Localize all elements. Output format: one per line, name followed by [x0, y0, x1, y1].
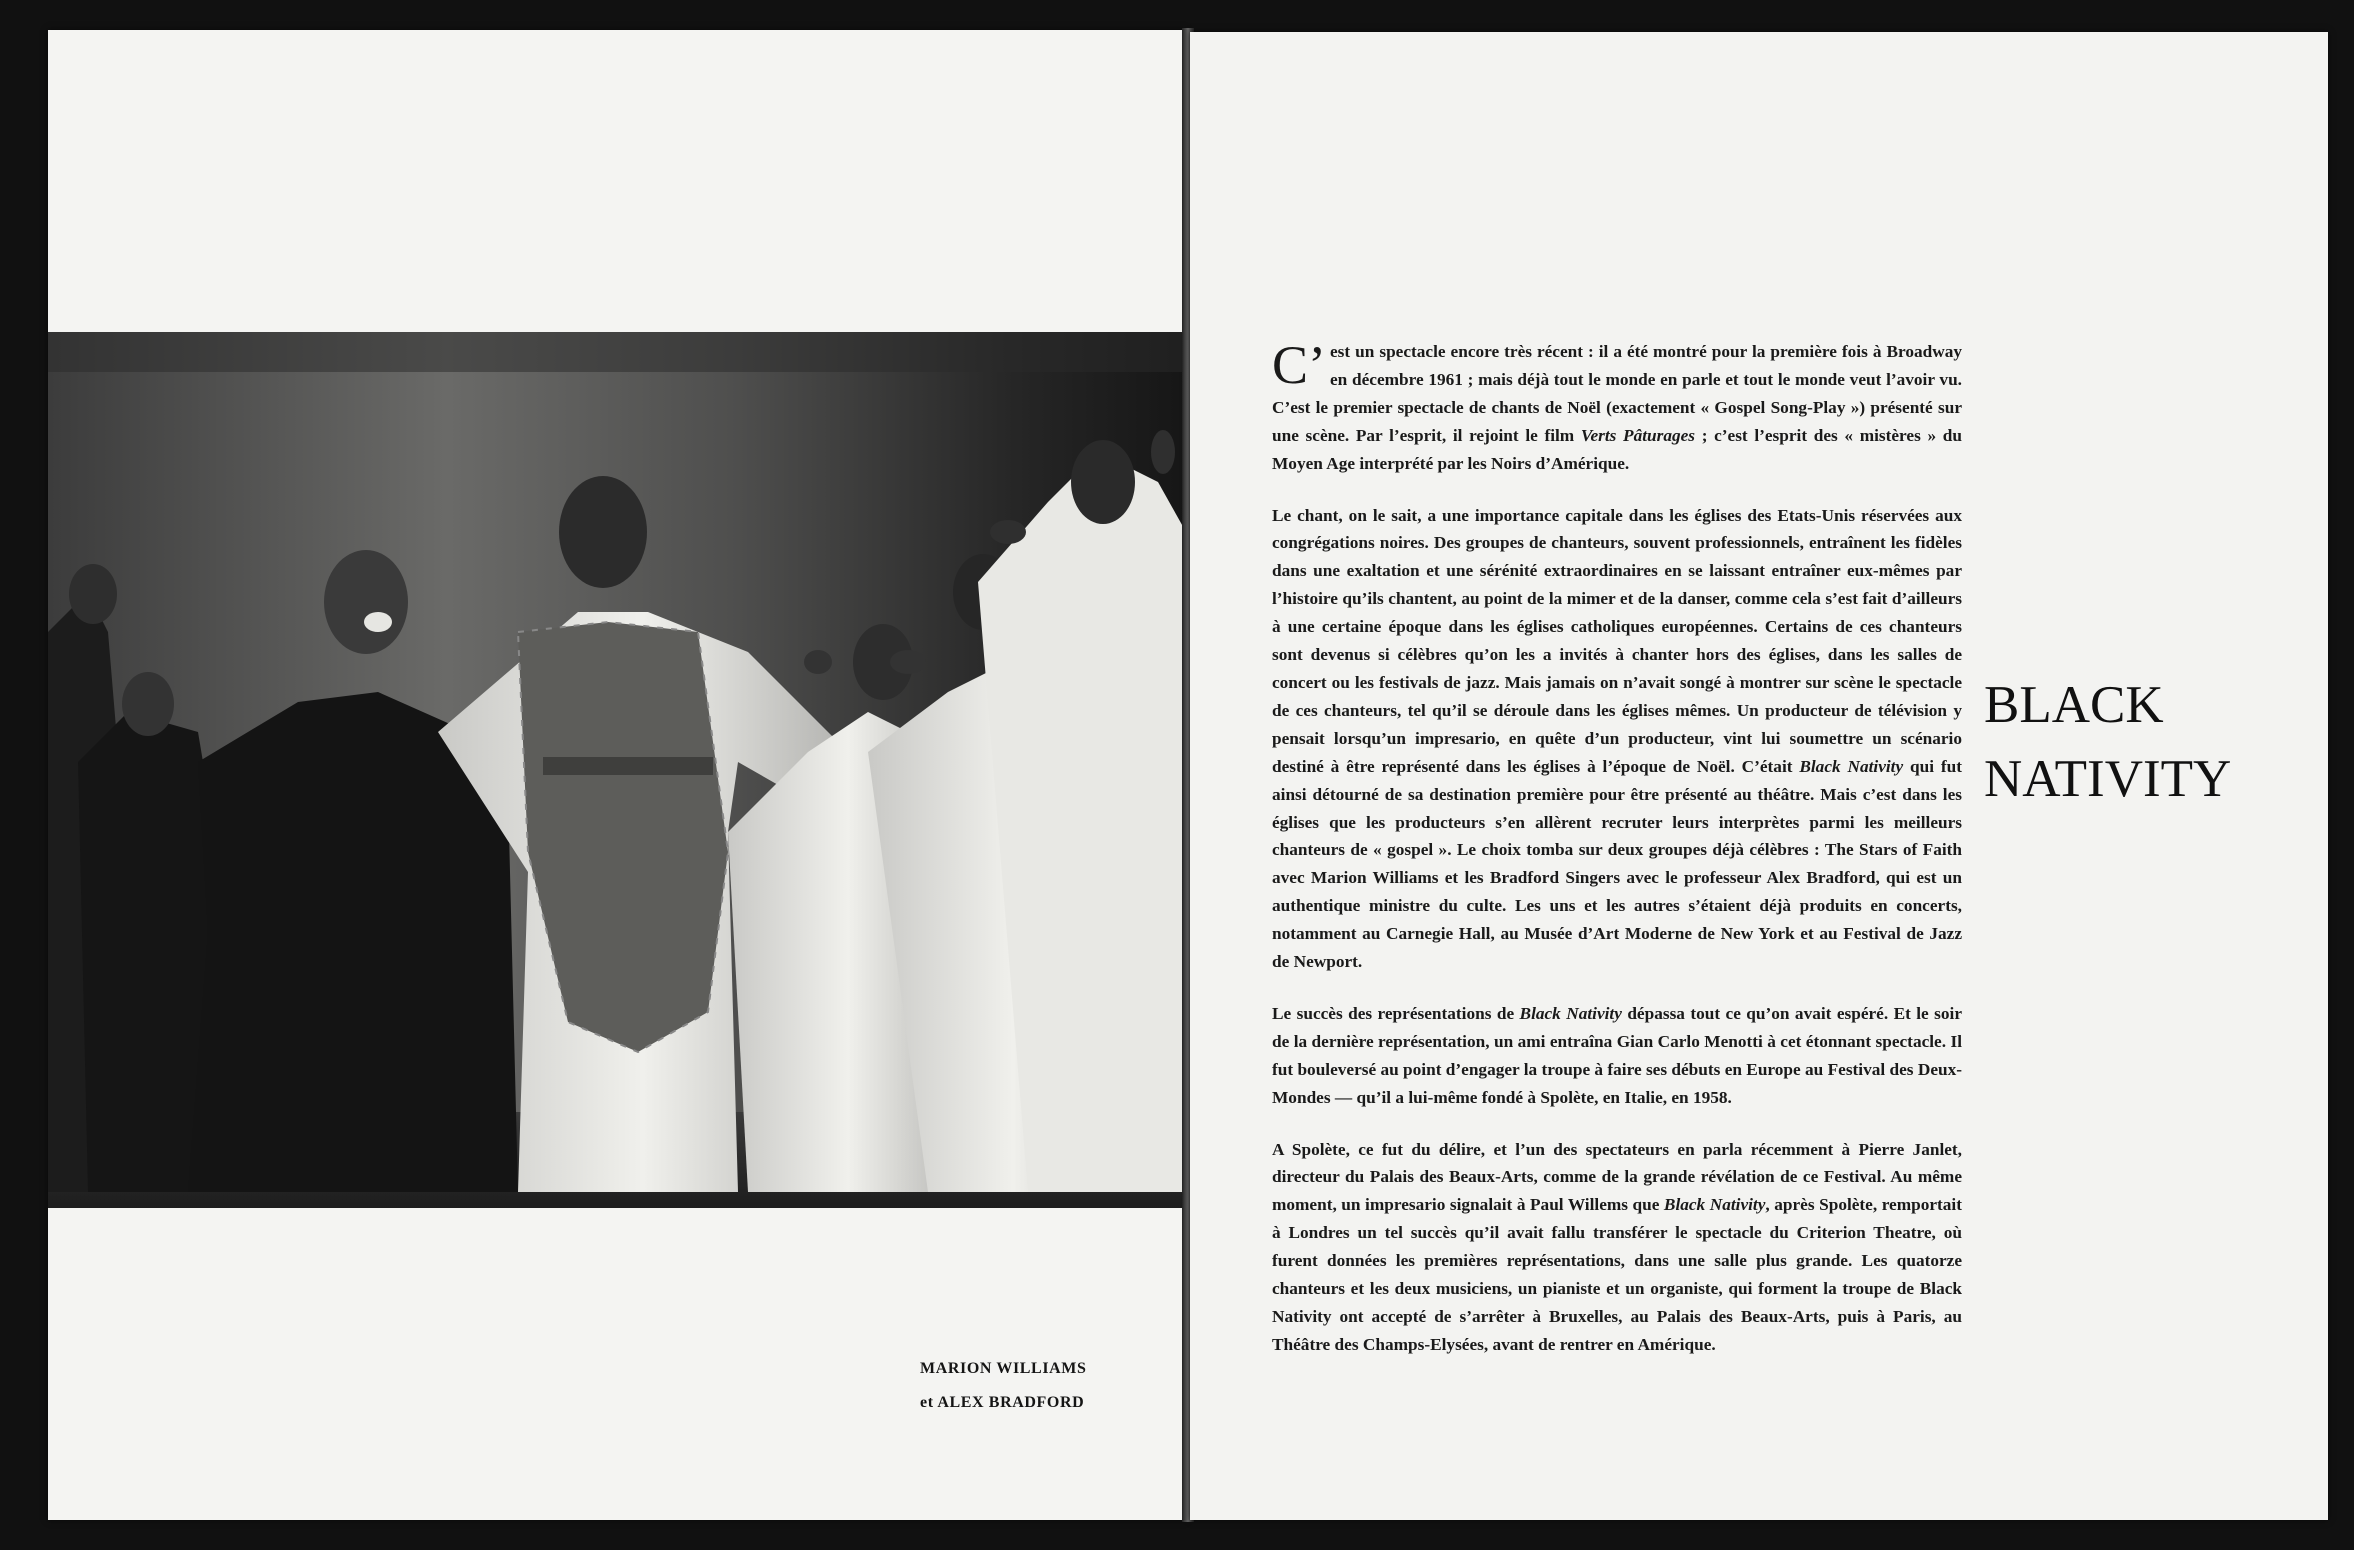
caption-line-2: et ALEX BRADFORD [920, 1394, 1085, 1411]
title-line-2: NATIVITY [1984, 750, 2232, 808]
caption-line-1: MARION WILLIAMS [920, 1360, 1087, 1377]
title-line-1: BLACK [1984, 676, 2164, 734]
article-text [1272, 335, 1962, 1383]
photo-caption [920, 1352, 1087, 1420]
left-page [48, 30, 1186, 1520]
paragraph-1: C’est un spectacle encore très récent : il a été montré pour la première fois à Broadway en décembre 1961 ; mais déjà tout le monde en parle et tout le monde veut l’avoir vu. C’est le premier spectacle de chants de Noël (exactement « Gospel Song-Play ») présenté sur une scène. Par l’esprit, il rejoint le film Verts Pâturages ; c’est l’esprit des « mistères » du Moyen Age interprété par les Noirs d’Amérique. [1272, 335, 1962, 473]
choir-photograph [48, 332, 1186, 1208]
paragraph-2: Le chant, on le sait, a une importance capitale dans les églises des Etats-Unis réservées aux congrégations noires. Des groupes de chanteurs, souvent professionnels, entraînent les fidèles dans une exaltation et une sérénité extraordinaires en se laissant entraîner eux-mêmes par l’histoire qu’ils chantent, au point de la mimer et de la danser, comme cela s’est fait d’ailleurs à une certaine époque dans les églises catholiques européennes. Certains de ces chanteurs sont devenus si célèbres qu’on les a invités à chanter hors des églises, dans les salles de concert ou les festivals de jazz. Mais jamais on n’avait songé à montrer sur scène le spectacle de ces chanteurs, tel qu’il se déroule dans les églises mêmes. Un producteur de télévision y pensait lorsqu’un impresario, en quête d’un producteur, vint lui soumettre un scénario destiné à être représenté dans les églises à l’époque de Noël. C’était Black Nativity qui fut ainsi détourné de sa destination première pour être présenté au théâtre. Mais c’est dans les églises que les producteurs s’en allèrent recruter leurs interprètes parmi les meilleurs chanteurs de « gospel ». Le choix tomba sur deux groupes déjà célèbres : The Stars of Faith avec Marion Williams et les Bradford Singers avec le professeur Alex Bradford, qui est un authentique ministre du culte. Les uns et les autres s’étaient déjà produits en concerts, notamment au Carnegie Hall, au Musée d’Art Moderne de New York et au Festival de Jazz de Newport. [1272, 505, 1962, 972]
paragraph-3: Le succès des représentations de Black Nativity dépassa tout ce qu’on avait espéré. Et le soir de la dernière représentation, un ami entraîna Gian Carlo Menotti à cet étonnant spectacle. Il fut bouleversé au point d’engager la troupe à faire ses débuts en Europe au Festival des Deux-Mondes — qu’il a lui-même fondé à Spolète, en Italie, en 1958. [1272, 1003, 1962, 1107]
show-title: Black Nativity [1519, 1003, 1622, 1023]
show-through-text [378, 130, 389, 164]
film-title: Verts Pâturages [1580, 425, 1696, 445]
article-title [1984, 668, 2231, 816]
right-page [1190, 32, 2328, 1520]
show-title: Black Nativity [1799, 756, 1904, 776]
paragraph-4: A Spolète, ce fut du délire, et l’un des spectateurs en parla récemment à Pierre Janlet, directeur du Palais des Beaux-Arts, comme de la grande révélation de ce Festival. Au même moment, un impresario signalait à Paul Willems que Black Nativity, après Spolète, remportait à Londres un tel succès qu’il avait fallu transférer le spectacle du Criterion Theatre, où furent données les premières représentations, dans une salle plus grande. Les quatorze chanteurs et les deux musiciens, un pianiste et un organiste, qui forment la troupe de Black Nativity ont accepté de s’arrêter à Bruxelles, au Palais des Beaux-Arts, puis à Paris, au Théâtre des Champs-Elysées, avant de rentrer en Amérique. [1272, 1139, 1962, 1354]
show-title: Black Nativity [1663, 1195, 1766, 1215]
